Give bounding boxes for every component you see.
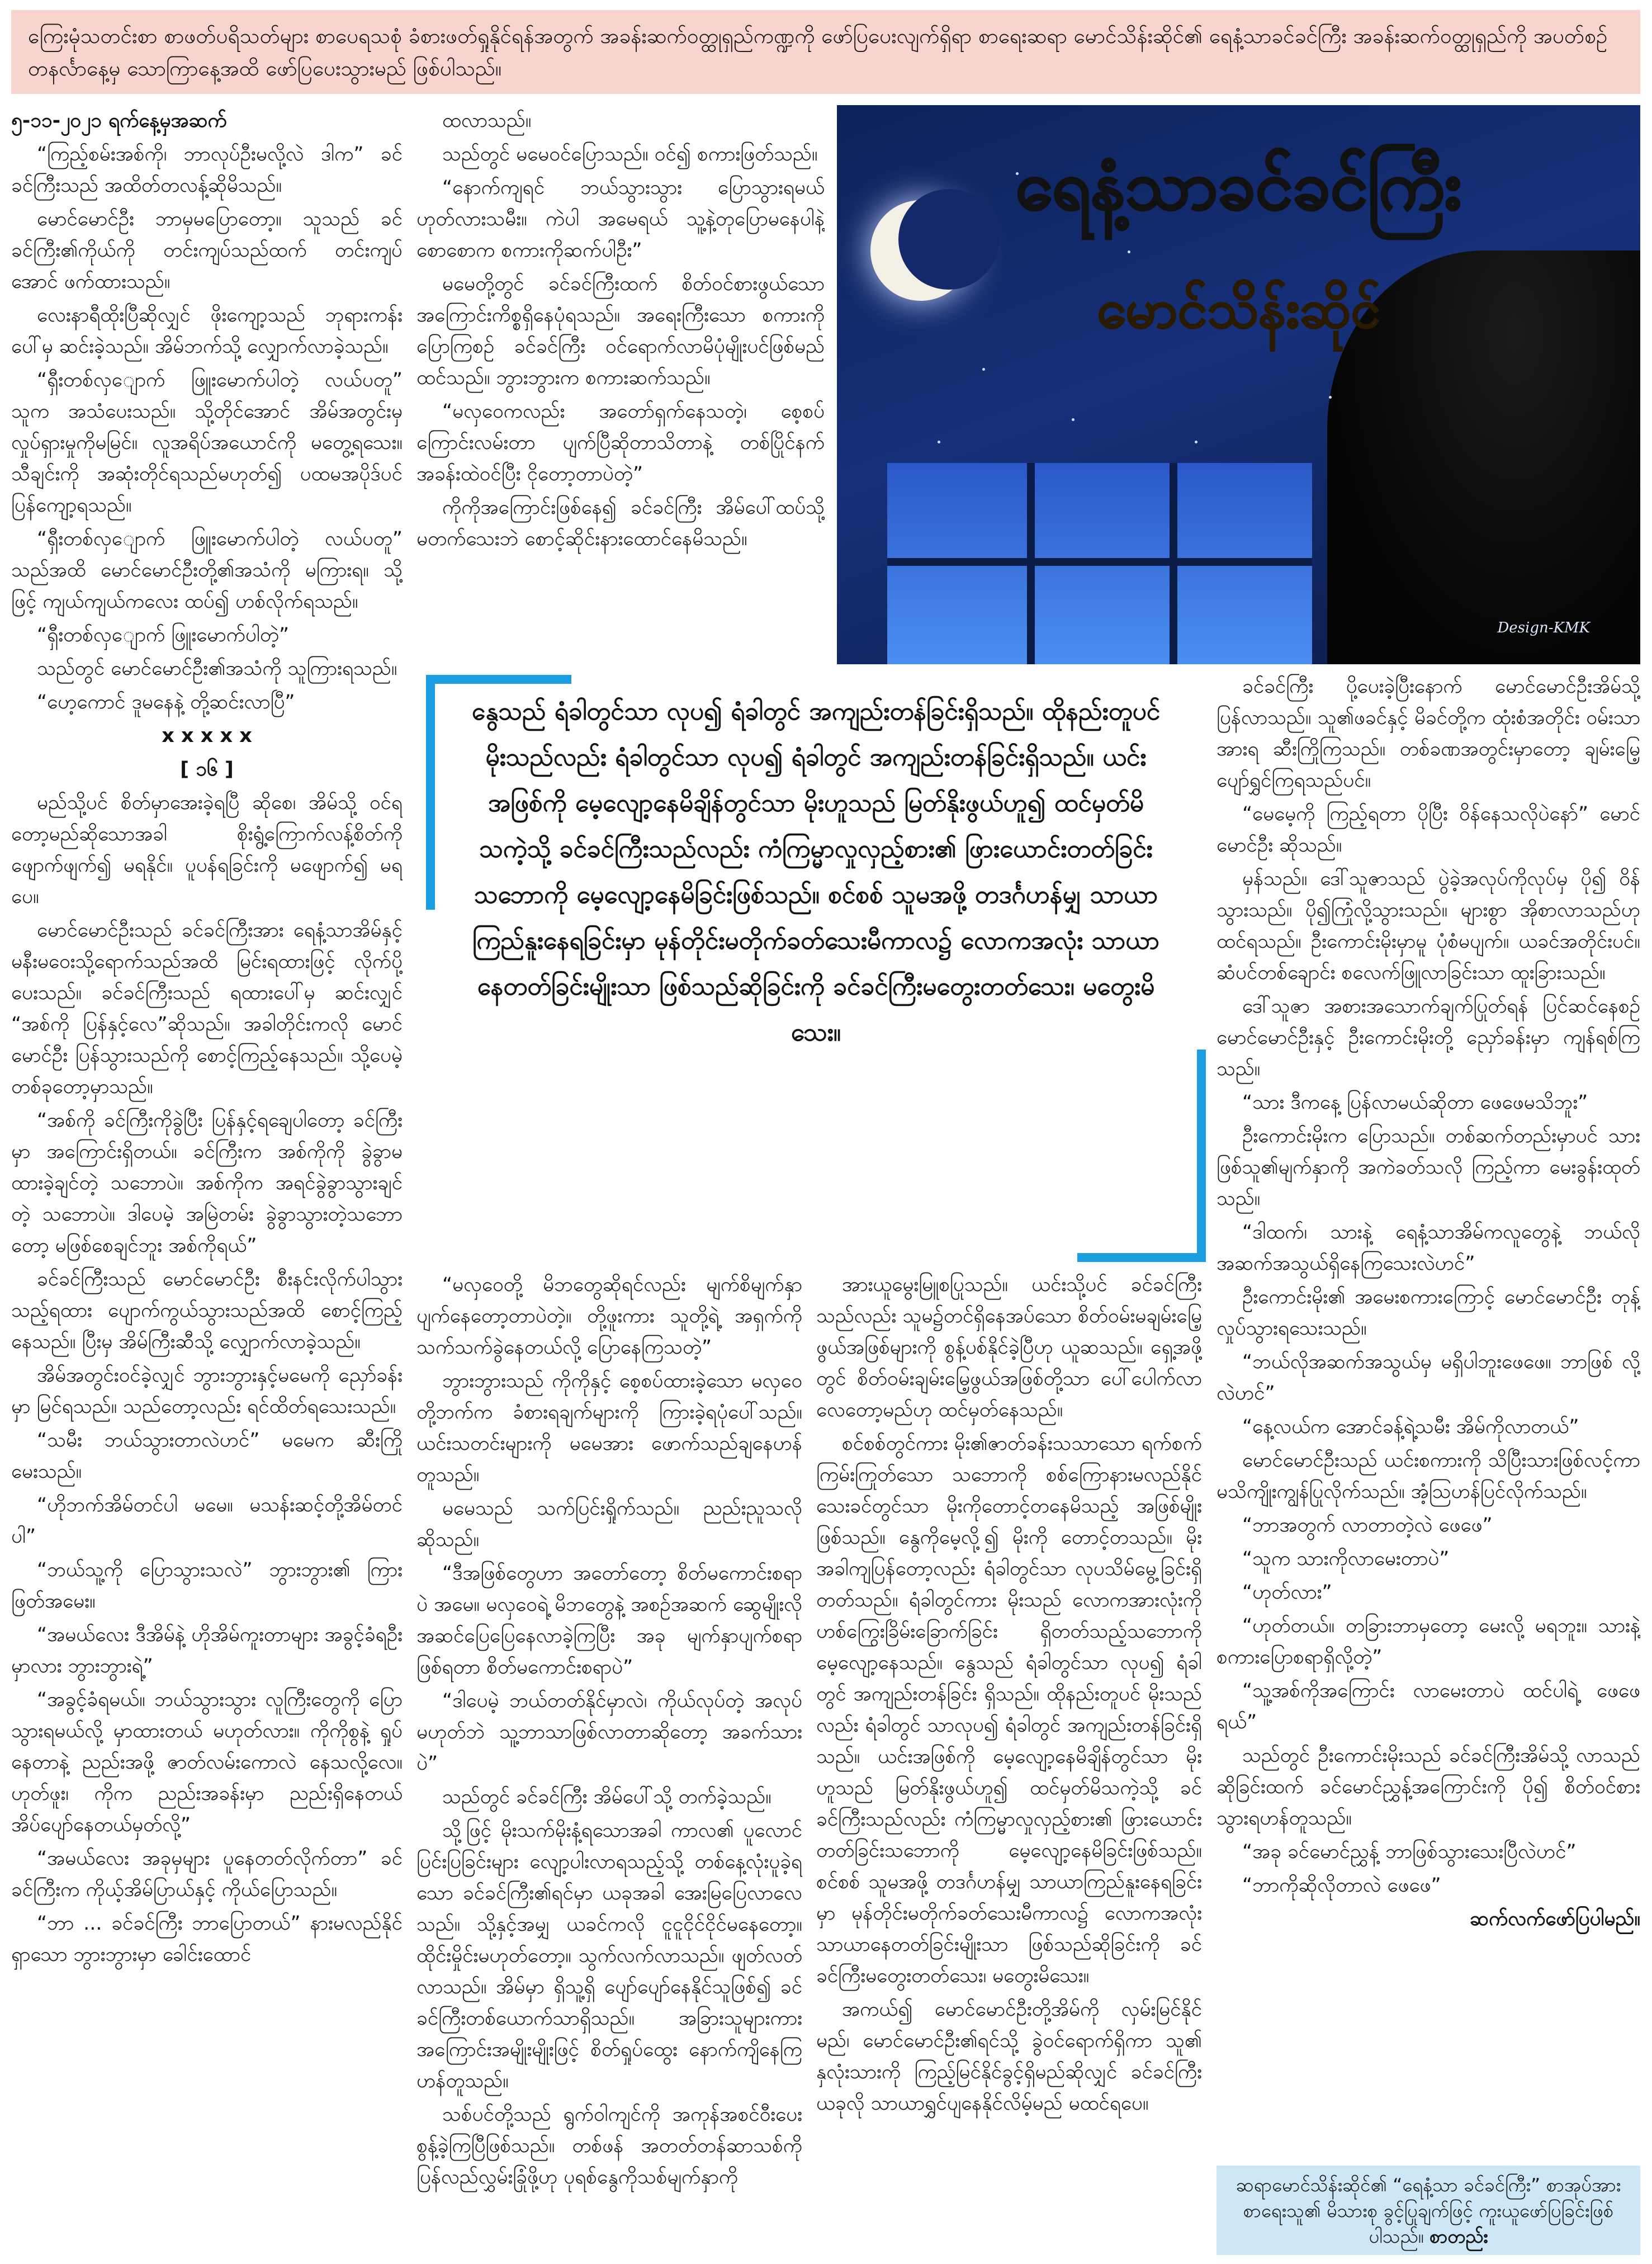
paragraph: ခင်ခင်ကြီးသည် မောင်မောင်ဦး စီးနင်းလိုက်ပါသွားသည့်ရထား ပျောက်ကွယ်သွားသည်အထိ စောင့်ကြည့်နေသည်။ ပြီးမှ အိမ်ကြီးဆီသို့ လျှောက်လာခဲ့သည်။ (11, 1268, 403, 1353)
column-5 (1216, 671, 1640, 2158)
paragraph: “သမီး ဘယ်သွားတာလဲဟင်” မမေက ဆီးကြိုမေးသည်။ (11, 1429, 403, 1483)
paragraph: “ဒါထက်၊ သားနဲ့ ရေနံ့သာအိမ်ကလူတွေနဲ့ ဘယ်လိုအဆက်အသွယ်ရှိနေကြသေးလဲဟင်” (1216, 1221, 1640, 1275)
paragraph: ဦးကောင်းမိုး၏ အမေးစကားကြောင့် မောင်မောင်ဦး တုန့်လှုပ်သွားရသေးသည်။ (1216, 1286, 1640, 1340)
paragraph: မောင်မောင်ဦး ဘာမှမပြောတော့။ သူသည် ခင်ခင်ကြီး၏ကိုယ်ကို တင်းကျပ်သည်ထက် တင်းကျပ်အောင် ဖက်ထားသည်။ (11, 208, 403, 293)
column-1 (11, 105, 403, 2255)
paragraph: အိမ်အတွင်းဝင်ခဲ့လျှင် ဘွားဘွားနှင့်မမေကို ညှော်ခန်းမှာ မြင်ရသည်။ သည်တော့လည်း ရင်ထိတ်ရသေးသည်။ (11, 1364, 403, 1418)
paragraph: သည်တွင် ခင်ခင်ကြီး အိမ်ပေါ်သို့ တက်ခဲ့သည်။ (442, 1786, 771, 1808)
editor-note-author: စာတည်း (1429, 2225, 1488, 2247)
paragraph: “နောက်ကျရင် ဘယ်သွားသွား ပြောသွားရမယ် ဟုတ်လားသမီး။ ကဲပါ အမေရယ် သူ့နဲ့တုပြောမနေပါနဲ့ စောစောက စကားကိုဆက်ပါဦး” (416, 177, 825, 262)
paragraph: မမေတို့တွင် ခင်ခင်ကြီးထက် စိတ်ဝင်စားဖွယ်သော အကြောင်းကိစ္စရှိနေပုံရသည်။ အရေးကြီးသော စကားကို ပြောကြစဉ် ခင်ခင်ကြီး ဝင်ရောက်လာမိပုံမျိုးပင်ဖြစ်မည် ထင်သည်။ ဘွားဘွားက စကားဆက်သည်။ (416, 273, 825, 389)
paragraph: သည်တွင် ဦးကောင်းမိုးသည် ခင်ခင်ကြီးအိမ်သို့ လာသည်ဆိုခြင်းထက် ခင်မောင်ညွှန့်အကြောင်းကို ပို၍ စိတ်ဝင်စားသွားရဟန်တူသည်။ (1216, 1745, 1640, 1830)
paragraph: ဆက်လက်ဖော်ပြပါမည်။ (1470, 1908, 1640, 1930)
paragraph: ဘွားဘွားသည် ကိုကိုနှင့် စေ့စပ်ထားခဲ့သော မလှဝေတို့ဘက်က ခံစားရချက်များကို ကြားခဲ့ရပုံပေါ်သည်။ ယင်းသတင်းများကို မမေအား ဖောက်သည်ချနေဟန်တူသည်။ (416, 1370, 802, 1486)
paragraph: အားယူမွေးမြူစပြုသည်။ ယင်းသို့ပင် ခင်ခင်ကြီးသည်လည်း သူမ၌တင်ရှိနေအပ်သော စိတ်ဝမ်းမချမ်းမြေ့ဖွယ်အဖြစ်များကို စွန့်ပစ်နိုင်ခဲ့ပြီဟု ယူဆသည်။ ရှေ့အဖို့တွင် စိတ်ဝမ်းချမ်းမြေ့ဖွယ်အဖြစ်တို့သာ ပေါ်ပေါက်လာလေတော့မည်ဟု ထင်မှတ်နေသည်။ (816, 1274, 1202, 1421)
paragraph: ဦးကောင်းမိုးက ပြောသည်။ တစ်ဆက်တည်းမှာပင် သားဖြစ်သူ၏မျက်နှာကို အကဲခတ်သလို ကြည့်ကာ မေးခွန်းထုတ်သည်။ (1216, 1125, 1640, 1210)
paragraph: “အစ်ကို ခင်ကြီးကိုခွဲပြီး ပြန်နှင့်ရချေပါတော့ ခင်ကြီးမှာ အကြောင်းရှိတယ်။ ခင်ကြီးက အစ်ကိုကို ခွဲခွာမထားခဲ့ချင်တဲ့ သဘောပဲ။ အစ်ကိုက အရင်ခွဲခွာသွားချင်တဲ့ သဘောပဲ။ ဒါပေမဲ့ အမြဲတမ်း ခွဲခွာသွားတဲ့သဘောတော့ မဖြစ်စေချင်ဘူး အစ်ကိုရယ်” (11, 1109, 403, 1257)
paragraph: “ရှီးတစ်လှျောက် ဖြူးမောက်ပါတဲ့ လယ်ပတူ” သူက အသံပေးသည်။ သို့တိုင်အောင် အိမ်အတွင်းမှ လှုပ်ရှားမှုကိုမမြင်။ လူအရိပ်အယောင်ကို မတွေ့ရသေး။ သီချင်းကို အဆုံးတိုင်ရသည်မဟုတ်၍ ပထမအပိုဒ်ပင် ပြန်ကျော့ရသည်။ (11, 369, 403, 517)
paragraph: “အမယ်လေး အခုမှများ ပူနေတတ်လိုက်တာ” ခင်ခင်ကြီးက ကိုယ့်အိမ်ပြာယ်နှင့် ကိုယ်ပြောသည်။ (11, 1847, 403, 1901)
paragraph: “မေမေ့ကို ကြည့်ရတာ ပိုပြီး ဝိန်နေသလိုပဲနော်” မောင်မောင်ဦး ဆိုသည်။ (1216, 803, 1640, 857)
paragraph: သည်တွင် မမေဝင်ပြောသည်။ ဝင်၍ စကားဖြတ်သည်။ (442, 143, 818, 166)
paragraph: “ဟုတ်တယ်။ တခြားဘာမှတော့ မေးလို့ မရဘူး။ သားနဲ့ စကားပြောစရာရှိလို့တဲ့” (1216, 1615, 1640, 1669)
poster-author: မောင်သိန်းဆိုင် (1096, 278, 1381, 340)
poster-credit: Design-KMK (1497, 620, 1590, 636)
paragraph: “သား ဒီကနေ့ ပြန်လာမယ်ဆိုတာ ဖေဖေမသိဘူး” (1242, 1091, 1588, 1114)
paragraph: မောင်မောင်ဦးသည် ယင်းစကားကို သိပြီးသားဖြစ်လင့်ကာ မသိကျိုးကျွန်ပြုလိုက်သည်။ အံ့ဩဟန်ပြင်လိုက်သည်။ (1216, 1449, 1640, 1503)
paragraph: ကိုကိုအကြောင်းဖြစ်နေ၍ ခင်ခင်ကြီး အိမ်ပေါ်ထပ်သို့ မတက်သေးဘဲ စောင့်ဆိုင်းနားထောင်နေမိသည်။ (416, 497, 825, 550)
paragraph: “သူ့အစ်ကိုအကြောင်း လာမေးတာပဲ ထင်ပါရဲ့ ဖေဖေရယ်” (1216, 1680, 1640, 1733)
paragraph: x x x x x (162, 725, 252, 747)
paragraph: ဒေါ်သူဇာ အစားအသောက်ချက်ပြုတ်ရန် ပြင်ဆင်နေစဉ် မောင်မောင်ဦးနှင့် ဦးကောင်းမိုးတို့ ညှော်ခန်းမှာ ကျန်ရစ်ကြသည်။ (1216, 995, 1640, 1080)
paragraph: “ဟုတ်လား” (1242, 1581, 1332, 1604)
paragraph: “ဘယ်လိုအဆက်အသွယ်မှ မရှိပါဘူးဖေဖေ။ ဘာဖြစ် လို့လဲဟင်” (1216, 1351, 1640, 1405)
paragraph: စင်စစ်တွင်ကား မိုး၏ဇာတ်ခန်းသသာသော ရက်စက်ကြမ်းကြုတ်သော သဘောကို စစ်ကြောနားမလည်နိုင်သေးခင်တွင်သာ မိုးကိုတောင့်တနေမိသည့် အဖြစ်မျိုးဖြစ်သည်။ နွေကိုမေ့လို့၍ မိုးကို တောင့်တသည်။ မိုးအခါကျပြန်တော့လည်း ရံခါတွင်သာ လုပသိမ်မွေ့ခြင်းရှိတတ်သည်။ ရံခါတွင်ကား မိုးသည် လောကအားလုံးကို ဟစ်ကြွေးခြိမ်းခြောက်ခြင်း ရှိတတ်သည့်သဘောကို မေ့လျော့နေသည်။ နွေသည် ရံခါတွင်သာ လုပ၍ ရံခါတွင် အကျည်းတန်ခြင်း ရှိသည်။ ထိုနည်းတူပင် မိုးသည်လည်း ရံခါတွင် သာလုပ၍ ရံခါတွင် အကျည်းတန်ခြင်းရှိသည်။ ယင်းအဖြစ်ကို မေ့လျော့နေမိချိန်တွင်သာ မိုးဟူသည် မြတ်နိုးဖွယ်ဟူ၍ ထင်မှတ်မိသကဲ့သို့ ခင်ခင်ကြီးသည်လည်း ကံကြမ္မာလှုလှည့်စား၏ ဖြားယောင်းတတ်ခြင်းသဘောကို မေ့လျော့နေမိခြင်းဖြစ်သည်။ စင်စစ် သူမအဖို့ တဒင်္ဂဟန်မျှ သာယာကြည်နူးနေရခြင်းမှာ မုန်တိုင်းမတိုက်ခတ်သေးမီကာလ၌ လောကအလုံး သာယာနေတတ်ခြင်းမျိုးသာ ဖြစ်သည်ဆိုခြင်းကို ခင်ခင်ကြီးမတွေးတတ်သေး၊ မတွေးမိသေး။ (816, 1433, 1202, 1987)
paragraph: “အမယ်လေး ဒီအိမ်နဲ့ ဟိုအိမ်ကူးတာများ အခွင့်ခံရဦးမှာလား ဘွားဘွားရဲ့” (11, 1624, 403, 1677)
paragraph: “ရှီးတစ်လှျောက် ဖြူးမောက်ပါတဲ့” (37, 624, 290, 646)
column-4 (816, 1269, 1202, 2255)
paragraph: “ဒါပေမဲ့ ဘယ်တတ်နိုင်မှာလဲ၊ ကိုယ်လုပ်တဲ့ အလုပ်မဟုတ်ဘဲ သူ့ဘာသာဖြစ်လာတာဆိုတော့ အခက်သားပဲ” (416, 1690, 802, 1775)
paragraph: ၅-၁၁-၂၀၂၁ ရက်နေ့မှအဆက် (11, 110, 227, 132)
pull-quote-text: နွေသည် ရံခါတွင်သာ လုပ၍ ရံခါတွင် အကျည်းတန်ခြင်းရှိသည်။ ထိုနည်းတူပင် မိုးသည်လည်း ရံခါတွင်သာ လုပ၍ ရံခါတွင် အကျည်းတန်ခြင်းရှိသည်။ ယင်းအဖြစ်ကို မေ့လျော့နေမိချိန်တွင်သာ မိုးဟူသည် မြတ်နိုးဖွယ်ဟူ၍ ထင်မှတ်မိသကဲ့သို့ ခင်ခင်ကြီးသည်လည်း ကံကြမ္မာလှုလှည့်စား၏ ဖြားယောင်းတတ်ခြင်းသဘောကို မေ့လျော့နေမိခြင်းဖြစ်သည်။ စင်စစ် သူမအဖို့ တဒင်္ဂဟန်မျှ သာယာကြည်နူးနေရခြင်းမှာ မုန်တိုင်းမတိုက်ခတ်သေးမီကာလ၌ လောကအလုံး သာယာနေတတ်ခြင်းမျိုးသာ ဖြစ်သည်ဆိုခြင်းကို ခင်ခင်ကြီးမတွေးတတ်သေး၊ မတွေးမိသေး။ (471, 697, 1161, 1047)
paragraph: သည်တွင် မောင်မောင်ဦး၏အသံကို သူကြားရသည်။ (37, 658, 397, 680)
paragraph: သစ်ပင်တို့သည် ရွက်ဝါကျင်ကို အကုန်အစင်ဝီးပေး စွန့်ခဲ့ကြပြီဖြစ်သည်။ တစ်ဖန် အတတ်တန်ဆာသစ်ကို ပြန်လည်လွှမ်းခြုံဖို့ဟု ပုရစ်နွေကိုသစ်မျက်နှာကို (416, 2104, 802, 2189)
paragraph: လေးနာရီထိုးပြီဆိုလျှင် ဖိုးကျော့သည် ဘုရားကန်းပေါ်မှ ဆင်းခဲ့သည်။ အိမ်ဘက်သို့ လျှောက်လာခဲ့သည်။ (11, 304, 403, 358)
paragraph: “ဘယ်သူ့ကို ပြောသွားသလဲ” ဘွားဘွား၏ ကြားဖြတ်အမေး။ (11, 1559, 403, 1613)
paragraph: မည်သို့ပင် စိတ်မှာအေးခဲ့ရပြီ ဆိုစေ၊ အိမ်သို့ ဝင်ရတော့မည်ဆိုသောအခါ စိုးရွံ့ကြောက်လန့်စိတ်ကို ဖျောက်ဖျက်၍ မရနိုင်။ ပူပန်ရခြင်းကို မဖျောက်၍ မရပေ။ (11, 792, 403, 908)
paragraph: ခင်ခင်ကြီး ပို့ပေးခဲ့ပြီးနောက် မောင်မောင်ဦးအိမ်သို့ ပြန်လာသည်။ သူ၏ဖခင်နှင့် မိခင်တို့က ထုံးစံအတိုင်း ဝမ်းသာအားရ ဆီးကြိုကြသည်။ တစ်ခဏအတွင်းမှာတော့ ချမ်းမြေ့ပျော်ရွှင်ကြရသည်ပင်။ (1216, 675, 1640, 792)
paragraph: သို့ဖြင့် မိုးသက်မိုးနံ့ရသောအခါ ကာလ၏ ပူလောင်ပြင်းပြခြင်းများ လျော့ပါးလာရသည့်သို့ တစ်နေ့လုံးပူခဲ့ရသော ခင်ခင်ကြီး၏ရင်မှာ ယခုအခါ အေးမြပြေလာလေသည်။ သို့နှင့်အမျှ ယခင်ကလို ငူငူငိုင်ငိုင်မနေတော့။ ထိုင်းမှိုင်းမဟုတ်တော့။ သွက်လက်လာသည်။ ဖျတ်လတ်လာသည်။ အိမ်မှာ ရှိသူ့ရှိ ပျော်ပျော်နေနိုင်သူဖြစ်၍ ခင်ခင်ကြီးတစ်ယောက်သာရှိသည်။ အခြားသူများကား အကြောင်းအမျိုးမျိုးဖြင့် စိတ်ရှုပ်ထွေး နောက်ကျိနေကြဟန်တူသည်။ (416, 1819, 802, 2092)
paragraph: “ဟေ့ကောင် ဒူမနေနဲ့ တို့ဆင်းလာပြီ” (37, 691, 295, 713)
paragraph: “အခွင့်ခံရမယ်။ ဘယ်သွားသွား လူကြီးတွေကို ပြောသွားရမယ်လို့ မှာထားတယ် မဟုတ်လား။ ကိုကိုစွနဲ့ ရှုပ်နေတာနဲ့ ညည်းအဖို့ ဇာတ်လမ်းကောလဲ နေသလို့လေ။ ဟုတ်ဖူး၊ ကိုက ညည်းအခန်းမှာ ညည်းရှိနေတယ် အိပ်ပျော်နေတယ်မှတ်လို့” (11, 1689, 403, 1836)
paragraph: [ ၁၆ ] (180, 758, 234, 781)
paragraph: “အခု ခင်မောင်ညွှန့် ဘာဖြစ်သွားသေးပြီလဲဟင်” (1242, 1841, 1577, 1863)
paragraph: “မလှဝေကလည်း အတော်ရှက်နေသတဲ့၊ စေ့စပ်ကြောင်းလမ်းတာ ပျက်ပြီဆိုတာသိတာနဲ့ တစ်ပြိုင်နက် အခန်းထဲဝင်ပြီး ငိုတော့တာပဲတဲ့” (416, 400, 825, 485)
window-shape (887, 463, 1312, 664)
paragraph: “ရှီးတစ်လှျောက် ဖြူးမောက်ပါတဲ့ လယ်ပတူ” သည်အထိ မောင်မောင်ဦးတို့၏အသံကို မကြားရ။ သို့ဖြင့် ကျယ်ကျယ်ကလေး ထပ်၍ ဟစ်လိုက်ရသည်။ (11, 528, 403, 613)
intro-banner: ကြေးမုံသတင်းစာ စာဖတ်ပရိသတ်များ စာပေရသစုံ ခံစားဖတ်ရှုနိုင်ရန်အတွက် အခန်းဆက်ဝတ္ထုရှည်ကဏ္ဍကို ဖော်ပြပေးလျက်ရှိရာ စာရေးဆရာ မောင်သိန်းဆိုင်၏ ရေနံ့သာခင်ခင်ကြီး အခန်းဆက်ဝတ္ထုရှည်ကို အပတ်စဉ် တနင်္လာနေ့မှ သောကြာနေ့အထိ ဖော်ပြပေးသွားမည် ဖြစ်ပါသည်။ (11, 10, 1640, 94)
paragraph: မမေသည် သက်ပြင်းရှိုက်သည်။ ညည်းညူသလို ဆိုသည်။ (416, 1497, 802, 1551)
column-3 (416, 1269, 802, 2255)
column-2 (416, 105, 825, 670)
paragraph: မှန်သည်။ ဒေါ်သူဇာသည် ပွဲခဲ့အလုပ်ကိုလုပ်မှ ပို၍ ဝိန်သွားသည်။ ပို၍ကြုံလို့သွားသည်။ များစွာ အိုစာလာသည်ဟု ထင်ရသည်။ ဦးကောင်းမိုးမှာမူ ပုံစံမပျက်။ ယခင်အတိုင်းပင်။ ဆံပင်တစ်ချောင်း စလေက်ဖြူလာခြင်းသာ ထူးခြားသည်။ (1216, 868, 1640, 984)
poster-title: ရေနံ့သာခင်ခင်ကြီး (1015, 147, 1462, 225)
paragraph: “ဘာ ... ခင်ခင်ကြီး ဘာပြောတယ်” နားမလည်နိုင်ရှာသော ဘွားဘွားမှာ ခေါင်းထောင် (11, 1912, 403, 1966)
editor-note (1216, 2166, 1640, 2255)
paragraph: အကယ်၍ မောင်မောင်ဦးတို့အိမ်ကို လှမ်းမြင်နိုင်မည်၊ မောင်မောင်ဦး၏ရင်သို့ ခွဲဝင်ရောက်ရှိကာ သူ၏ နှလုံးသားကို ကြည့်မြင်နိုင်ခွင့်ရှိမည်ဆိုလျှင် ခင်ခင်ကြီး ယခုလို သာယာရွှင်ပျနေနိုင်လိမ့်မည် မထင်ရပေ။ (816, 1998, 1202, 2115)
paragraph: “နေ့လယ်က အောင်ခန့်ရဲ့သမီး အိမ်ကိုလာတယ်” (1242, 1416, 1579, 1438)
paragraph: “ဟိုဘက်အိမ်တင်ပါ မမေ။ မသန်းဆင့်တို့အိမ်တင်ပါ” (11, 1494, 403, 1548)
serial-poster (837, 105, 1640, 664)
paragraph: “မလှဝေတို့ မိဘတွေဆိုရင်လည်း မျက်စိမျက်နှာ ပျက်နေတော့တာပဲတဲ့။ တို့ဖူးကား သူတို့ရဲ့ အရှက်ကို သက်သက်ခွဲနေတယ်လို့ ပြောနေကြသတဲ့” (416, 1274, 802, 1359)
pull-quote (426, 675, 1206, 1262)
paragraph: “ဘာကိုဆိုလိုတာလဲ ဖေဖေ” (1242, 1874, 1441, 1897)
paragraph: မောင်မောင်ဦးသည် ခင်ခင်ကြီးအား ရေနံ့သာအိမ်နှင့် မနီးမဝေးသို့ရောက်သည်အထိ မြင်းရထားဖြင့် လိုက်ပို့ပေးသည်။ ခင်ခင်ကြီးသည် ရထားပေါ်မှ ဆင်းလျှင် “အစ်ကို ပြန်နှင့်လေ”ဆိုသည်။ အခါတိုင်းကလို မောင်မောင်ဦး ပြန်သွားသည်ကို စောင့်ကြည့်နေသည်။ သို့ပေမဲ့ တစ်ခုတော့မှာသည်။ (11, 919, 403, 1098)
editor-note-text: ဆရာမောင်သိန်းဆိုင်၏ “ရေနံ့သာ ခင်ခင်ကြီး” စာအုပ်အား စာရေးသူ၏ မိသားစု ခွင့်ပြုချက်ဖြင့် ကူးယူဖော်ပြခြင်းဖြစ်ပါသည်။ (1236, 2174, 1621, 2247)
paragraph: “ဘာအတွက် လာတာတဲ့လဲ ဖေဖေ” (1242, 1514, 1493, 1537)
paragraph: ထလာသည်။ (442, 110, 532, 132)
paragraph: “ဒီအဖြစ်တွေဟာ အတော်တော့ စိတ်မကောင်းစရာပဲ အမေ။ မလှဝေရဲ့ မိဘတွေနဲ့ အစဉ်အဆက် ဆွေမျိုးလို အဆင်ပြေပြေနေလာခဲ့ကြပြီး အခု မျက်နှာပျက်စရာ ဖြစ်ရတာ စိတ်မကောင်းစရာပဲ” (416, 1562, 802, 1679)
paragraph: “ကြည့်စမ်းအစ်ကို၊ ဘာလုပ်ဦးမလို့လဲ ဒါက” ခင်ခင်ကြီးသည် အထိတ်တလန့်ဆိုမိသည်။ (11, 143, 403, 197)
paragraph: “သူက သားကိုလာမေးတာပဲ” (1242, 1548, 1450, 1570)
